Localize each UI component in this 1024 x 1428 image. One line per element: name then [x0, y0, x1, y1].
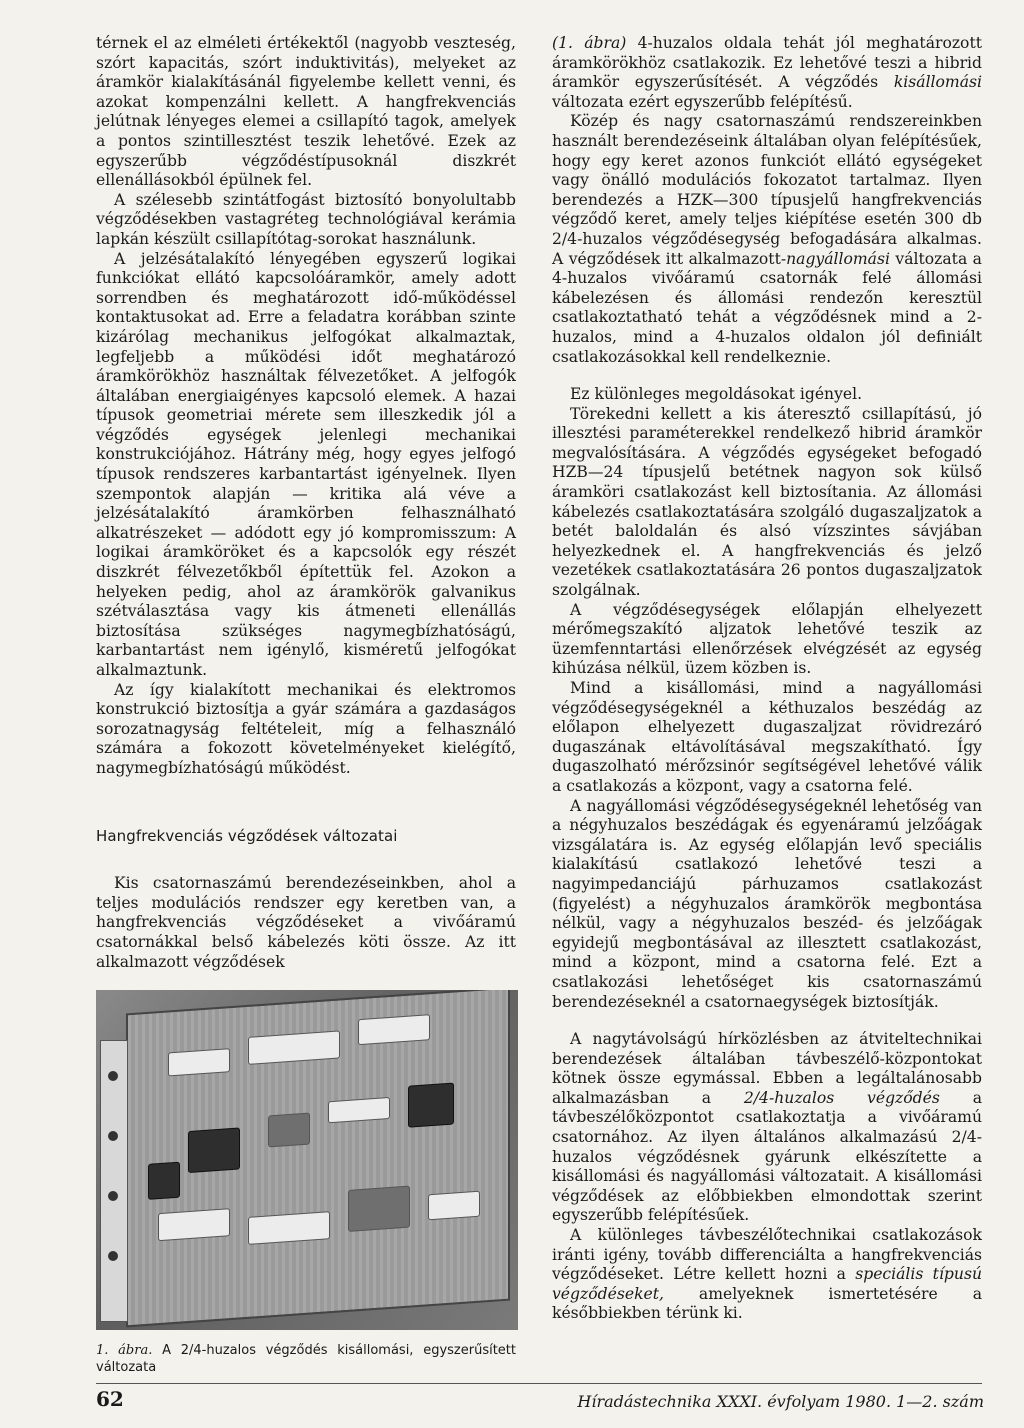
circuit-board — [126, 990, 510, 1327]
component — [358, 1014, 430, 1045]
paragraph — [552, 112, 982, 367]
emphasis: kisállomási — [893, 73, 982, 92]
text-run: változata ezért egyszerűbb felépítésű. — [552, 92, 853, 111]
paragraph: Mind a kisállomási, mind a nagyállomási végződésegységeknél a kéthuzalos beszédág az előlapon elhelyezett dugaszaljzat rövidrezáró dugaszának eltávolításával megszakítható. Így dugaszolható mérőzsinór segítségével lehetővé válik a csatlakozás a központ, vagy a csatorna felé. — [552, 679, 982, 795]
component — [428, 1191, 480, 1221]
component — [248, 1211, 330, 1245]
section-heading: Hangfrekvenciás végződések változatai — [96, 826, 398, 845]
text-run: A különleges távbeszélőtechnikai csatlakozások iránti igény, tovább differenciálta a hangfrekvenciás végződéseket. Létre kellett hozni a — [552, 1226, 982, 1284]
text-run: amelyeknek ismertetésére a későbbiekben térünk ki. — [552, 1284, 982, 1323]
figure-caption — [96, 1342, 516, 1376]
paragraph: Az így kialakított mechanikai és elektromos konstrukció biztosítja a gyár számára a gazdaságos sorozatnagyság feltételeit, míg a felhasználó számára a fokozott követelményeket kielégítő, nagymegbízhatóságú működést. — [96, 680, 516, 777]
paragraph: Kis csatornaszámú berendezéseinkben, ahol a teljes modulációs rendszer egy keretben van, a hangfrekvenciás végződéseket a vivőáramú csatornákkal belső kábelezés köti össze. Az itt alkalmazott végződések — [96, 874, 516, 971]
text-run: a távbeszélőközpontot csatlakoztatja a vivőáramú csatornához. Az ilyen általános alkalmazású 2/4-huzalos végződésnek gyárunk elkészítette a kisállomási és nagyállomási változatait. A kisállomási végződések az előbbiekben elmondottak szerint egyszerűbb felépítésűek. — [552, 1088, 982, 1225]
page-number: 62 — [96, 1387, 124, 1411]
right-column — [552, 34, 982, 1324]
paragraph: Törekedni kellett a kis áteresztő csillapítású, jó illesztési paraméterekkel rendelkező hibrid áramkör megvalósítására. A végződés egységeket befogadó HZB—24 típusjelű betétnek nagyon sok külső áramköri csatlakozást kell biztosítania. Az állomási kábelezés csatlakoztatására szolgáló dugaszaljzatok a betét baloldalán és alsó vízszintes sávjában helyezkednek el. A hangfrekvenciás és jelző vezetékek csatlakoztatására 26 pontos dugaszaljzatok szolgálnak. — [552, 404, 982, 600]
text-run: 4-huzalos oldala tehát jól meghatározott áramkörökhöz csatlakozik. Ez lehetővé teszi a hibrid áramkör egyszerűsítését. A végződés — [552, 34, 982, 92]
paragraph: A végződésegységek előlapján elhelyezett mérőmegszakító aljzatok lehetővé teszik az üzemfenntartási ellenőrzések elvégzését az egység kihúzása nélkül, üzem közben is. — [552, 600, 982, 678]
component — [248, 1031, 340, 1065]
paragraph: A szélesebb szintátfogást biztosító bonyolultabb végződésekben vastagréteg technológiával kerámia lapkán készült csillapítótag-sorokat használunk. — [96, 190, 516, 248]
component — [168, 1048, 230, 1076]
component — [348, 1186, 410, 1232]
paragraph — [552, 1226, 982, 1324]
figure-reference: (1. ábra) — [552, 34, 627, 52]
component — [148, 1162, 180, 1200]
component — [408, 1083, 454, 1128]
paragraph: A jelzésátalakító lényegében egyszerű logikai funkciókat ellátó kapcsolóáramkör, amely adott sorrendben és meghatározott idő-működéssel kontaktusokat ad. Erre a feladatra korábban szinte kizárólag mechanikus jelfogókat alkalmaztak, legfeljebb a működési időt meghatározó áramkörökhöz használtak félvezetőket. A jelfogók általában energiaigényes kapcsoló elemek. A hazai típusok geometriai mérete sem illeszkedik jól a végződés egységek jelenlegi mechanikai konstrukciójához. Hátrány még, hogy egyes jelfogó típusok rendszeres karbantartást igényelnek. Ilyen szempontok alapján — kritika alá véve a jelzésátalakító áramkörben felhasználható alkatrészeket — adódott egy jó kompromisszum: A logikai áramköröket és a kapcsolók egy részét diszkrét félvezetőkből építettük fel. Azokon a helyeken pedig, ahol az áramkörök galvanikus szétválasztása vagy kis átmeneti ellenállás biztosítása szükséges nagymegbízhatóságú, karbantartást nem igénylő, kisméretű jelfogókat alkalmaztunk. — [96, 249, 516, 679]
text-run: változata a 4-huzalos vivőáramú csatornák felé állomási kábelezésen és állomási rendezőn keresztül csatlakoztatható tehát a végződésnek mind a 2-huzalos, mind a 4-huzalos oldalon jól definiált csatlakozásokkal kell rendelkeznie. — [552, 249, 982, 366]
text-run: A nagytávolságú hírközlésben az átviteltechnikai berendezések általában távbeszélő-központokat kötnek össze egymással. Ebben a legáltalánosabb alkalmazásban a — [552, 1030, 982, 1107]
component — [188, 1128, 240, 1174]
emphasis: 2/4-huzalos végződés — [743, 1088, 940, 1107]
left-column — [96, 34, 516, 1376]
paragraph: térnek el az elméleti értékektől (nagyobb veszteség, szórt kapacitás, szórt induktivitás), melyeket az áramkör kialakításánál figyelembe kellett venni, és azokat kompenzálni kellett. A hangfrekvenciás jelútnak lényeges elemei a csillapító tagok, amelyek a pontos szintillesztést teszik lehetővé. Ezek az egyszerűbb végződéstípusoknál diszkrét ellenállásokból épülnek fel. — [96, 34, 516, 190]
paragraph: Ez különleges megoldásokat igényel. — [570, 385, 863, 404]
figure-caption-number: 1. ábra. — [96, 1343, 153, 1359]
emphasis: nagyállomási — [786, 249, 890, 268]
component — [268, 1113, 310, 1148]
emphasis: speciális típusú végződéseket, — [552, 1265, 982, 1303]
journal-line: Híradástechnika XXXI. évfolyam 1980. 1—2. szám — [577, 1392, 984, 1411]
figure-caption-text: A 2/4-huzalos végződés kisállomási, egyszerűsített változata — [96, 1343, 516, 1376]
paragraph: A nagyállomási végződésegységeknél lehetőség van a négyhuzalos beszédágak és egyenáramú jelzőágak vizsgálatára is. Az egység előlapján levő speciális kialakítású csatlakozó lehetővé teszi a nagyimpedanciájú párhuzamos csatlakozást (figyelést) a négyhuzalos áramkörök megbontása nélkül, vagy a négyhuzalos beszéd- és jelzőágak egyidejű megbontásával az illesztett csatlakozást, mind a központ, mind a csatorna felé. Ezt a csatlakozási lehetőséget kis csatornaszámú berendezéseknél a csatornaegységek biztosítják. — [552, 796, 982, 1011]
front-panel — [100, 1040, 128, 1322]
paragraph — [552, 34, 982, 112]
component — [158, 1208, 230, 1241]
paragraph — [552, 1030, 982, 1226]
footer-rule — [96, 1383, 982, 1384]
component — [328, 1097, 390, 1123]
text-run: Közép és nagy csatornaszámú rendszereinkben használt berendezéseink általában olyan felépítésűek, hogy egy keret azonos funkciót ellátó egységeket vagy önálló modulációs fokozatot tartalmaz. Ilyen berendezés a HZK—300 típusjelű hangfrekvenciás végződő keret, amely teljes kiépítése esetén 300 db 2/4-huzalos végződésegység befogadására alkalmas. A végződések itt alkalmazott- — [552, 112, 982, 268]
figure-photo-pcb — [96, 990, 518, 1330]
